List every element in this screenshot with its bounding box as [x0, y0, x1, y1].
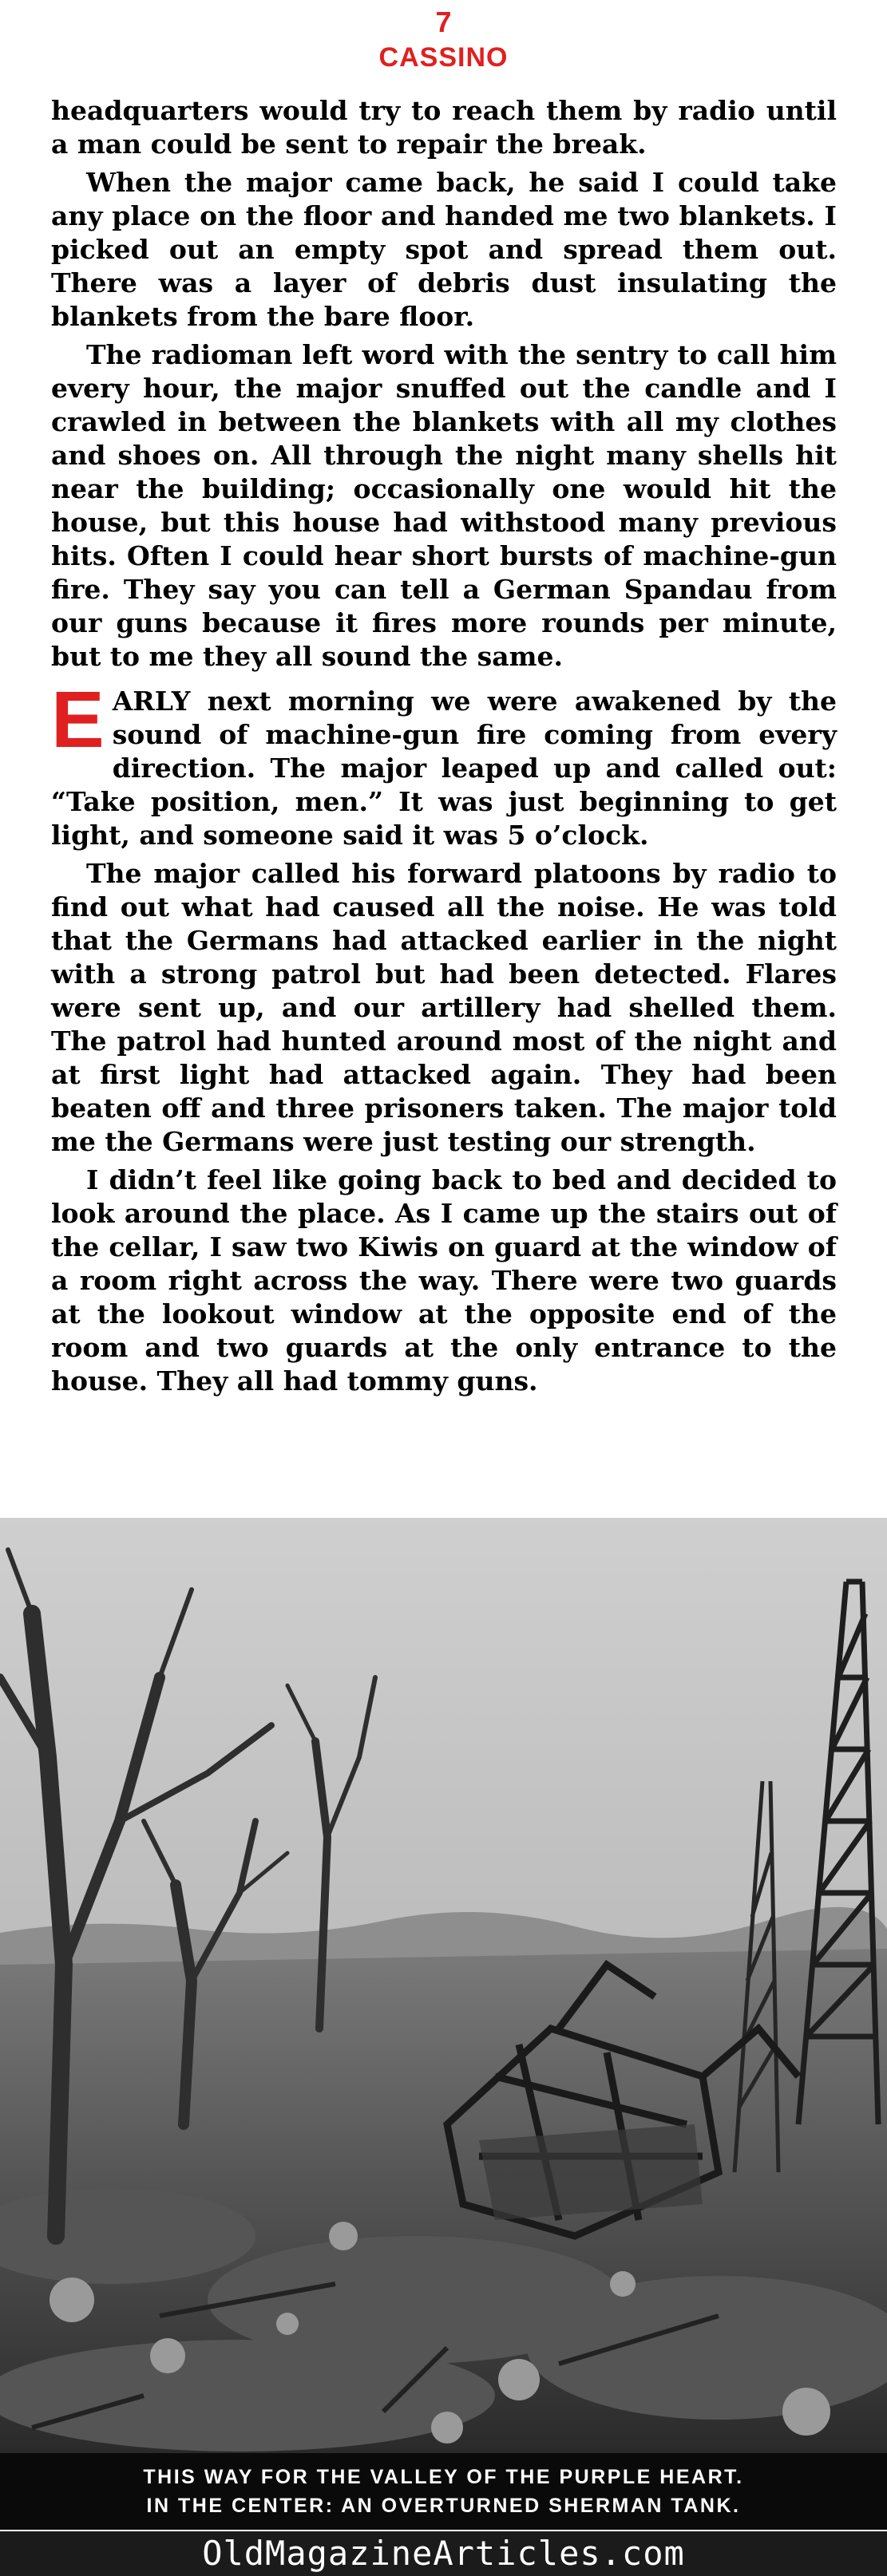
paragraph-dropcap — [51, 675, 837, 852]
war-photo — [0, 1518, 887, 2453]
battlefield-illustration — [0, 1518, 887, 2453]
paragraph: When the major came back, he said I could take any place on the floor and handed me two blankets. I picked out an empty spot and spread them out. There was a layer of debris dust insulating the blankets from the bare floor. — [51, 167, 837, 332]
article-body — [51, 94, 837, 1403]
paragraph: headquarters would try to reach them by radio until a man could be sent to repair the break. — [51, 95, 837, 160]
page-header — [0, 0, 887, 73]
site-watermark: OldMagazineArticles.com — [0, 2531, 887, 2576]
smallcaps-lead: ARLY — [112, 685, 191, 717]
paragraph: I didn’t feel like going back to bed and decided to look around the place. As I came up the stairs out of the cellar, I saw two Kiwis on guard at the window of a room right across the way. There were two guards at the lookout window at the opposite end of the room and two guards at the only entrance to the house. They all had tommy guns. — [51, 1164, 837, 1397]
paragraph: The major called his forward platoons by radio to find out what had caused all the noise. He was told that the Germans had attacked earlier in the night with a strong patrol but had been detected. Flares were sent up, and our artillery had shelled them. The patrol had hunted around most of the night and at first light had attacked again. They had been beaten off and three prisoners taken. The major told me the Germans were just testing our strength. — [51, 858, 837, 1157]
section-title: CASSINO — [378, 42, 509, 73]
paragraph-text: next morning we were awakened by the sound of machine-gun fire coming from every direction. The major leaped up and called out: “Take position, men.” It was just beginning to get light, and someone said it was 5 o’clock. — [51, 685, 837, 851]
caption-line: THIS WAY FOR THE VALLEY OF THE PURPLE HEART. — [143, 2466, 744, 2488]
paragraph: The radioman left word with the sentry to call him every hour, the major snuffed out the candle and I crawled in between the blankets with all my clothes and shoes on. All through the night many shells hit near the building; occasionally one would hit the house, but this house had withstood many previous hits. Often I could hear short bursts of machine-gun fire. They say you can tell a German Spandau from our guns because it fires more rounds per minute, but to me they all sound the same. — [51, 339, 837, 672]
caption-line: IN THE CENTER: AN OVERTURNED SHERMAN TANK. — [146, 2495, 741, 2517]
photo-caption — [0, 2453, 887, 2530]
page-number: 7 — [435, 6, 452, 38]
drop-cap-letter: E — [51, 675, 105, 765]
